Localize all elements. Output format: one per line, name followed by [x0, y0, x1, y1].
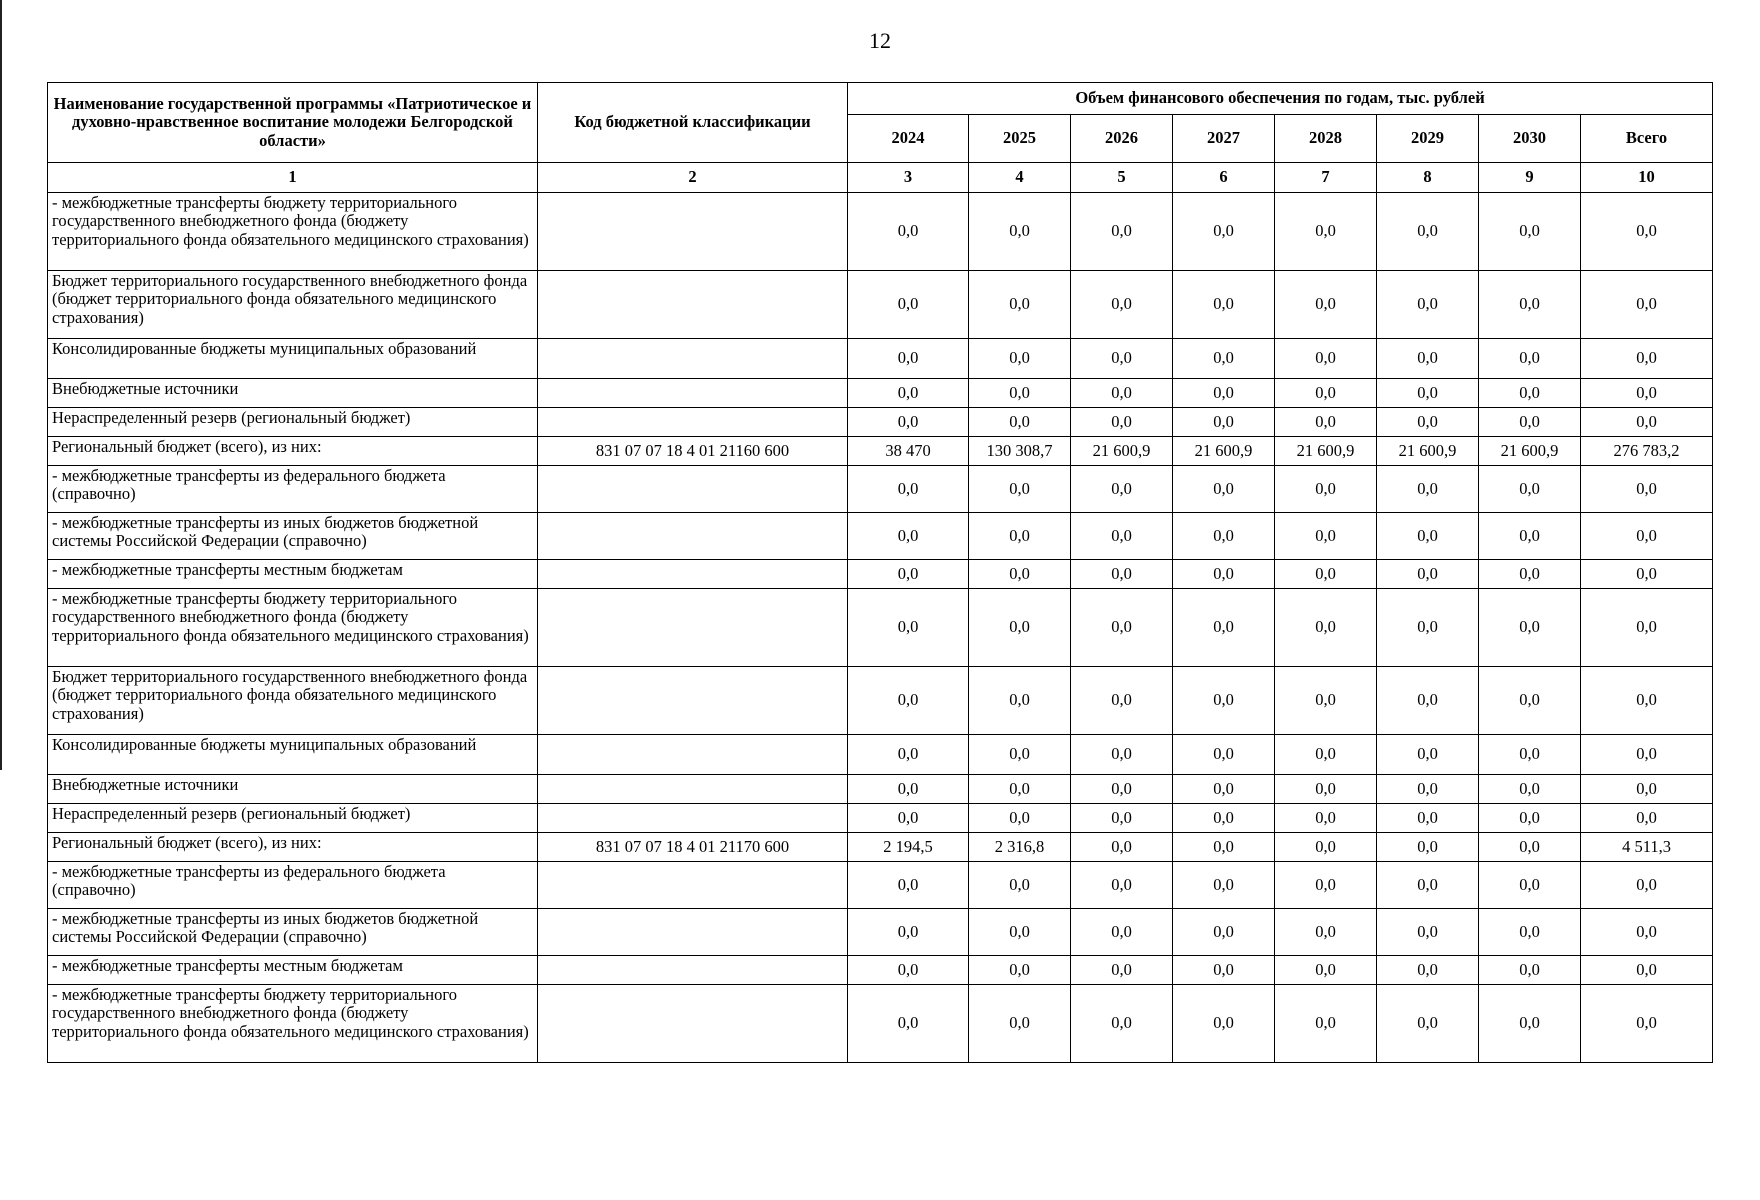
row-value: 0,0: [1173, 339, 1275, 379]
row-value: 0,0: [1377, 833, 1479, 862]
row-value: 0,0: [848, 339, 969, 379]
row-name: - межбюджетные трансферты местным бюджетам: [48, 956, 538, 985]
table-row: [48, 437, 1713, 466]
table-row: [48, 804, 1713, 833]
row-value: 21 600,9: [1479, 437, 1581, 466]
row-value: 0,0: [1275, 804, 1377, 833]
table-row: [48, 271, 1713, 339]
row-value: 0,0: [1173, 775, 1275, 804]
row-name: Бюджет территориального государственного внебюджетного фонда (бюджет территориального фонда обязательного медицинского страхования): [48, 271, 538, 339]
row-value: 0,0: [1377, 193, 1479, 271]
year-header: 2029: [1377, 115, 1479, 163]
row-value: 0,0: [1275, 408, 1377, 437]
row-value: 0,0: [1377, 379, 1479, 408]
row-value: 0,0: [1581, 985, 1713, 1063]
row-value: 0,0: [1071, 862, 1173, 909]
row-value: 0,0: [1479, 466, 1581, 513]
row-value: 130 308,7: [969, 437, 1071, 466]
row-value: 0,0: [969, 513, 1071, 560]
table-row: [48, 513, 1713, 560]
row-value: 0,0: [1173, 985, 1275, 1063]
row-value: 0,0: [848, 271, 969, 339]
row-value: 0,0: [1581, 560, 1713, 589]
year-header: 2030: [1479, 115, 1581, 163]
row-value: 0,0: [1275, 735, 1377, 775]
row-value: 0,0: [1581, 589, 1713, 667]
row-name: - межбюджетные трансферты из федерального бюджета (справочно): [48, 466, 538, 513]
row-value: 0,0: [1581, 862, 1713, 909]
row-value: 0,0: [969, 408, 1071, 437]
table-row: [48, 862, 1713, 909]
row-value: 0,0: [1479, 379, 1581, 408]
row-code: 831 07 07 18 4 01 21160 600: [538, 437, 848, 466]
row-value: 0,0: [969, 775, 1071, 804]
row-value: 0,0: [1377, 804, 1479, 833]
year-header: 2025: [969, 115, 1071, 163]
row-value: 0,0: [1275, 956, 1377, 985]
row-name: - межбюджетные трансферты местным бюджетам: [48, 560, 538, 589]
row-value: 0,0: [1377, 909, 1479, 956]
column-number: 3: [848, 163, 969, 193]
row-value: 21 600,9: [1173, 437, 1275, 466]
row-value: 0,0: [1071, 466, 1173, 513]
row-value: 0,0: [848, 379, 969, 408]
row-value: 0,0: [1377, 271, 1479, 339]
row-value: 0,0: [969, 589, 1071, 667]
row-code: [538, 560, 848, 589]
year-header: Всего: [1581, 115, 1713, 163]
table-row: [48, 775, 1713, 804]
row-value: 0,0: [1173, 271, 1275, 339]
row-value: 0,0: [1479, 193, 1581, 271]
row-code: [538, 735, 848, 775]
row-value: 0,0: [1071, 408, 1173, 437]
row-code: [538, 513, 848, 560]
row-value: 0,0: [848, 862, 969, 909]
row-value: 0,0: [1377, 408, 1479, 437]
row-value: 0,0: [969, 379, 1071, 408]
row-value: 0,0: [1275, 589, 1377, 667]
code-header: Код бюджетной классификации: [538, 83, 848, 163]
row-value: 0,0: [1071, 833, 1173, 862]
row-value: 2 316,8: [969, 833, 1071, 862]
row-code: [538, 339, 848, 379]
row-value: 0,0: [969, 985, 1071, 1063]
row-value: 0,0: [1071, 589, 1173, 667]
row-value: 0,0: [1275, 909, 1377, 956]
table-row: [48, 560, 1713, 589]
row-value: 0,0: [1479, 956, 1581, 985]
row-value: 0,0: [969, 909, 1071, 956]
row-value: 0,0: [1173, 735, 1275, 775]
row-name: Консолидированные бюджеты муниципальных образований: [48, 735, 538, 775]
row-value: 0,0: [1071, 985, 1173, 1063]
row-value: 0,0: [1071, 271, 1173, 339]
row-value: 0,0: [1581, 909, 1713, 956]
funding-table: [47, 82, 1713, 1063]
row-value: 0,0: [848, 560, 969, 589]
table-row: [48, 956, 1713, 985]
row-code: [538, 466, 848, 513]
row-code: [538, 271, 848, 339]
row-value: 0,0: [848, 589, 969, 667]
row-value: 0,0: [1275, 775, 1377, 804]
row-value: 0,0: [848, 956, 969, 985]
row-value: 21 600,9: [1071, 437, 1173, 466]
program-title-header: Наименование государственной программы «Патриотическое и духовно-нравственное воспитание молодежи Белгородской области»: [48, 83, 538, 163]
table-row: [48, 379, 1713, 408]
row-value: 0,0: [1479, 408, 1581, 437]
table-row: [48, 466, 1713, 513]
year-header: 2026: [1071, 115, 1173, 163]
column-number: 1: [48, 163, 538, 193]
row-name: Региональный бюджет (всего), из них:: [48, 437, 538, 466]
row-value: 0,0: [1581, 466, 1713, 513]
row-value: 0,0: [1071, 193, 1173, 271]
column-number: 2: [538, 163, 848, 193]
row-value: 276 783,2: [1581, 437, 1713, 466]
row-value: 0,0: [1173, 379, 1275, 408]
column-number: 10: [1581, 163, 1713, 193]
row-value: 21 600,9: [1377, 437, 1479, 466]
row-value: 0,0: [1071, 909, 1173, 956]
row-value: 0,0: [969, 339, 1071, 379]
year-header: 2024: [848, 115, 969, 163]
row-value: 0,0: [1377, 862, 1479, 909]
row-name: Бюджет территориального государственного внебюджетного фонда (бюджет территориального фонда обязательного медицинского страхования): [48, 667, 538, 735]
row-value: 0,0: [1377, 560, 1479, 589]
row-value: 0,0: [969, 956, 1071, 985]
year-header: 2027: [1173, 115, 1275, 163]
row-name: - межбюджетные трансферты из федерального бюджета (справочно): [48, 862, 538, 909]
row-code: [538, 909, 848, 956]
row-name: Региональный бюджет (всего), из них:: [48, 833, 538, 862]
row-value: 0,0: [1071, 379, 1173, 408]
row-value: 0,0: [1275, 271, 1377, 339]
row-value: 0,0: [1377, 339, 1479, 379]
column-number: 4: [969, 163, 1071, 193]
year-header: 2028: [1275, 115, 1377, 163]
row-value: 0,0: [1173, 513, 1275, 560]
row-name: - межбюджетные трансферты из иных бюджетов бюджетной системы Российской Федерации (справочно): [48, 513, 538, 560]
row-value: 0,0: [1275, 862, 1377, 909]
row-value: 0,0: [969, 466, 1071, 513]
row-value: 0,0: [848, 466, 969, 513]
row-value: 0,0: [969, 667, 1071, 735]
row-value: 0,0: [1377, 985, 1479, 1063]
row-code: 831 07 07 18 4 01 21170 600: [538, 833, 848, 862]
row-value: 0,0: [1173, 804, 1275, 833]
row-code: [538, 775, 848, 804]
row-value: 0,0: [1479, 985, 1581, 1063]
row-value: 0,0: [1071, 560, 1173, 589]
row-name: Нераспределенный резерв (региональный бюджет): [48, 804, 538, 833]
row-value: 0,0: [1581, 271, 1713, 339]
row-value: 0,0: [1479, 775, 1581, 804]
row-value: 0,0: [1275, 985, 1377, 1063]
row-value: 0,0: [969, 862, 1071, 909]
row-value: 0,0: [969, 804, 1071, 833]
row-value: 0,0: [1479, 271, 1581, 339]
row-value: 0,0: [1479, 560, 1581, 589]
row-value: 0,0: [1173, 193, 1275, 271]
row-value: 0,0: [1479, 909, 1581, 956]
row-code: [538, 956, 848, 985]
row-code: [538, 862, 848, 909]
row-name: - межбюджетные трансферты бюджету территориального государственного внебюджетного фонда (бюджету территориального фонда обязательного медицинского страхования): [48, 589, 538, 667]
row-value: 0,0: [1479, 804, 1581, 833]
scan-edge-line: [0, 0, 2, 770]
page-number: 12: [869, 28, 891, 53]
row-value: 0,0: [1581, 775, 1713, 804]
row-value: 0,0: [1071, 667, 1173, 735]
row-value: 0,0: [1581, 513, 1713, 560]
row-value: 0,0: [1071, 513, 1173, 560]
row-value: 0,0: [848, 985, 969, 1063]
row-value: 0,0: [1479, 513, 1581, 560]
row-value: 0,0: [1275, 466, 1377, 513]
table-row: [48, 833, 1713, 862]
row-value: 0,0: [1173, 667, 1275, 735]
row-code: [538, 379, 848, 408]
row-value: 0,0: [848, 775, 969, 804]
table-body: [48, 193, 1713, 1063]
row-value: 0,0: [1581, 667, 1713, 735]
row-value: 38 470: [848, 437, 969, 466]
row-value: 0,0: [969, 560, 1071, 589]
row-value: 0,0: [848, 193, 969, 271]
row-value: 0,0: [1581, 339, 1713, 379]
row-code: [538, 985, 848, 1063]
row-value: 0,0: [1173, 560, 1275, 589]
row-value: 0,0: [1275, 667, 1377, 735]
table-row: [48, 735, 1713, 775]
column-number: 9: [1479, 163, 1581, 193]
row-value: 0,0: [1581, 735, 1713, 775]
row-value: 0,0: [969, 193, 1071, 271]
row-value: 0,0: [1173, 862, 1275, 909]
table-row: [48, 985, 1713, 1063]
row-value: 0,0: [969, 735, 1071, 775]
row-code: [538, 667, 848, 735]
row-value: 0,0: [1581, 193, 1713, 271]
row-value: 0,0: [1479, 862, 1581, 909]
row-value: 21 600,9: [1275, 437, 1377, 466]
row-value: 0,0: [1173, 589, 1275, 667]
row-value: 0,0: [1581, 379, 1713, 408]
row-value: 0,0: [969, 271, 1071, 339]
row-name: - межбюджетные трансферты из иных бюджетов бюджетной системы Российской Федерации (справочно): [48, 909, 538, 956]
table-row: [48, 339, 1713, 379]
row-value: 0,0: [848, 513, 969, 560]
row-value: 0,0: [1275, 833, 1377, 862]
row-value: 0,0: [848, 408, 969, 437]
row-value: 0,0: [1275, 560, 1377, 589]
row-name: - межбюджетные трансферты бюджету территориального государственного внебюджетного фонда (бюджету территориального фонда обязательного медицинского страхования): [48, 985, 538, 1063]
row-value: 0,0: [1377, 775, 1479, 804]
row-value: 0,0: [1377, 667, 1479, 735]
row-value: 0,0: [1377, 735, 1479, 775]
table-header: [48, 83, 1713, 193]
row-value: 0,0: [1479, 735, 1581, 775]
row-code: [538, 804, 848, 833]
row-value: 2 194,5: [848, 833, 969, 862]
row-name: Внебюджетные источники: [48, 775, 538, 804]
funding-header: Объем финансового обеспечения по годам, тыс. рублей: [848, 83, 1713, 115]
row-value: 0,0: [1173, 408, 1275, 437]
row-value: 0,0: [1071, 804, 1173, 833]
table-row: [48, 193, 1713, 271]
row-code: [538, 408, 848, 437]
table-row: [48, 909, 1713, 956]
row-code: [538, 193, 848, 271]
row-value: 0,0: [1275, 513, 1377, 560]
row-code: [538, 589, 848, 667]
column-number: 7: [1275, 163, 1377, 193]
row-value: 0,0: [1071, 735, 1173, 775]
row-value: 0,0: [1479, 667, 1581, 735]
row-value: 0,0: [848, 667, 969, 735]
row-name: Внебюджетные источники: [48, 379, 538, 408]
row-value: 0,0: [1581, 804, 1713, 833]
row-name: Нераспределенный резерв (региональный бюджет): [48, 408, 538, 437]
row-value: 0,0: [1581, 956, 1713, 985]
table-row: [48, 589, 1713, 667]
row-value: 0,0: [1377, 466, 1479, 513]
row-value: 0,0: [1071, 339, 1173, 379]
row-value: 0,0: [1173, 466, 1275, 513]
row-value: 0,0: [848, 909, 969, 956]
row-value: 0,0: [1479, 339, 1581, 379]
row-value: 0,0: [848, 735, 969, 775]
row-value: 0,0: [848, 804, 969, 833]
row-value: 0,0: [1275, 339, 1377, 379]
column-number: 8: [1377, 163, 1479, 193]
row-value: 4 511,3: [1581, 833, 1713, 862]
row-value: 0,0: [1173, 833, 1275, 862]
row-value: 0,0: [1479, 833, 1581, 862]
row-name: - межбюджетные трансферты бюджету территориального государственного внебюджетного фонда (бюджету территориального фонда обязательного медицинского страхования): [48, 193, 538, 271]
row-value: 0,0: [1173, 956, 1275, 985]
column-number: 6: [1173, 163, 1275, 193]
row-value: 0,0: [1275, 379, 1377, 408]
column-number: 5: [1071, 163, 1173, 193]
row-value: 0,0: [1071, 956, 1173, 985]
row-value: 0,0: [1275, 193, 1377, 271]
row-name: Консолидированные бюджеты муниципальных образований: [48, 339, 538, 379]
row-value: 0,0: [1377, 513, 1479, 560]
row-value: 0,0: [1581, 408, 1713, 437]
row-value: 0,0: [1377, 589, 1479, 667]
row-value: 0,0: [1377, 956, 1479, 985]
row-value: 0,0: [1479, 589, 1581, 667]
table-row: [48, 408, 1713, 437]
row-value: 0,0: [1173, 909, 1275, 956]
table-row: [48, 667, 1713, 735]
row-value: 0,0: [1071, 775, 1173, 804]
